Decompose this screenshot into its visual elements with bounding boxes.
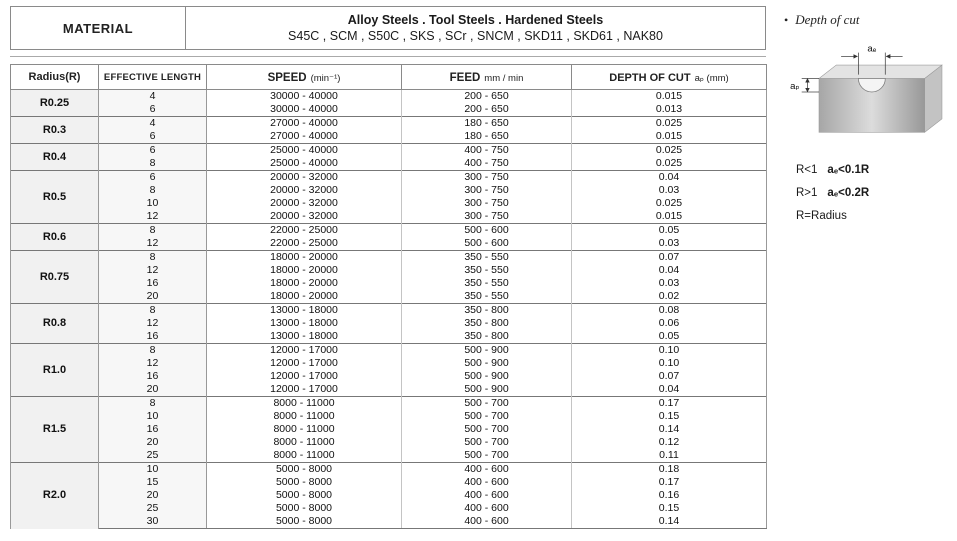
table-row: [11, 277, 767, 290]
material-steels-box: [186, 6, 766, 50]
length-cell: 10: [99, 410, 207, 423]
speed-label: SPEED: [267, 72, 307, 84]
speed-cell: 25000 - 40000: [207, 157, 402, 171]
depth-cell: 0.025: [572, 144, 767, 158]
note-cond: R>1: [796, 187, 818, 199]
feed-cell: 350 - 550: [402, 277, 572, 290]
length-cell: 20: [99, 489, 207, 502]
feed-cell: 500 - 900: [402, 344, 572, 358]
column-header-depth-of-cut: [572, 65, 767, 90]
speed-cell: 22000 - 25000: [207, 224, 402, 238]
speed-cell: 18000 - 20000: [207, 277, 402, 290]
depth-of-cut-diagram: [790, 42, 954, 145]
speed-cell: 12000 - 17000: [207, 383, 402, 397]
column-header-radius: Radius(R): [11, 65, 99, 90]
depth-cell: 0.12: [572, 436, 767, 449]
length-cell: 8: [99, 157, 207, 171]
length-cell: 20: [99, 436, 207, 449]
length-cell: 16: [99, 423, 207, 436]
length-cell: 4: [99, 90, 207, 104]
speed-cell: 27000 - 40000: [207, 130, 402, 144]
radius-cell: R0.8: [11, 304, 99, 344]
table-row: [11, 515, 767, 529]
feed-cell: 300 - 750: [402, 171, 572, 185]
length-cell: 16: [99, 370, 207, 383]
radius-cell: R0.5: [11, 171, 99, 224]
feed-cell: 350 - 550: [402, 251, 572, 265]
depth-cell: 0.025: [572, 157, 767, 171]
table-row: [11, 237, 767, 251]
depth-cell: 0.06: [572, 317, 767, 330]
ae-dimension-label: aₑ: [867, 43, 877, 55]
column-header-speed: [207, 65, 402, 90]
table-row: [11, 210, 767, 224]
feed-cell: 400 - 600: [402, 476, 572, 489]
feed-cell: 300 - 750: [402, 197, 572, 210]
table-row: [11, 463, 767, 477]
column-header-effective-length: EFFECTIVE LENGTH: [99, 65, 207, 90]
speed-cell: 13000 - 18000: [207, 317, 402, 330]
length-cell: 20: [99, 383, 207, 397]
length-cell: 20: [99, 290, 207, 304]
note-r-less-1: [796, 159, 954, 182]
table-row: [11, 383, 767, 397]
length-cell: 8: [99, 251, 207, 265]
feed-cell: 300 - 750: [402, 210, 572, 224]
feed-cell: 350 - 550: [402, 264, 572, 277]
depth-cell: 0.04: [572, 171, 767, 185]
note-r-greater-1: [796, 182, 954, 205]
length-cell: 12: [99, 237, 207, 251]
feed-cell: 350 - 800: [402, 304, 572, 318]
feed-cell: 500 - 600: [402, 237, 572, 251]
feed-unit: mm / min: [484, 73, 524, 84]
ap-dimension-label: aₚ: [790, 81, 800, 93]
table-row: [11, 423, 767, 436]
table-row: [11, 304, 767, 318]
feed-cell: 200 - 650: [402, 90, 572, 104]
cutting-conditions-table-area: [10, 6, 766, 529]
speed-cell: 25000 - 40000: [207, 144, 402, 158]
feed-cell: 350 - 800: [402, 317, 572, 330]
radius-cell: R0.4: [11, 144, 99, 171]
feed-cell: 400 - 600: [402, 515, 572, 529]
speed-cell: 5000 - 8000: [207, 502, 402, 515]
depth-cell: 0.03: [572, 237, 767, 251]
depth-cell: 0.04: [572, 264, 767, 277]
length-cell: 6: [99, 144, 207, 158]
speed-cell: 18000 - 20000: [207, 290, 402, 304]
feed-cell: 500 - 700: [402, 436, 572, 449]
length-cell: 8: [99, 397, 207, 411]
length-cell: 8: [99, 184, 207, 197]
length-cell: 15: [99, 476, 207, 489]
speed-cell: 20000 - 32000: [207, 171, 402, 185]
note-cond: R=Radius: [796, 210, 847, 222]
material-header: [10, 6, 766, 50]
radius-cell: R0.6: [11, 224, 99, 251]
table-row: [11, 370, 767, 383]
table-row: [11, 157, 767, 171]
table-row: [11, 502, 767, 515]
spec-table-head: [11, 65, 767, 90]
feed-cell: 500 - 600: [402, 224, 572, 238]
speed-cell: 13000 - 18000: [207, 304, 402, 318]
feed-cell: 400 - 600: [402, 489, 572, 502]
speed-unit: (min⁻¹): [310, 73, 341, 84]
depth-cell: 0.15: [572, 502, 767, 515]
speed-cell: 12000 - 17000: [207, 357, 402, 370]
table-row: [11, 130, 767, 144]
speed-cell: 12000 - 17000: [207, 344, 402, 358]
speed-cell: 8000 - 11000: [207, 423, 402, 436]
length-cell: 6: [99, 130, 207, 144]
speed-cell: 8000 - 11000: [207, 449, 402, 463]
speed-cell: 18000 - 20000: [207, 251, 402, 265]
table-row: [11, 410, 767, 423]
depth-cell: 0.03: [572, 277, 767, 290]
depth-cell: 0.14: [572, 423, 767, 436]
feed-label: FEED: [449, 72, 481, 84]
table-row: [11, 264, 767, 277]
depth-of-cut-title: • Depth of cut: [782, 12, 954, 28]
feed-cell: 500 - 700: [402, 410, 572, 423]
feed-cell: 400 - 750: [402, 157, 572, 171]
table-row: [11, 117, 767, 131]
speed-cell: 27000 - 40000: [207, 117, 402, 131]
depth-cell: 0.02: [572, 290, 767, 304]
speed-cell: 5000 - 8000: [207, 476, 402, 489]
speed-cell: 5000 - 8000: [207, 463, 402, 477]
speed-cell: 8000 - 11000: [207, 410, 402, 423]
steels-line2: S45C , SCM , S50C , SKS , SCr , SNCM , SKD11 , SKD61 , NAK80: [288, 29, 663, 43]
table-row: [11, 144, 767, 158]
depth-cell: 0.05: [572, 330, 767, 344]
column-header-feed: [402, 65, 572, 90]
workpiece-diagram-svg: [790, 42, 946, 140]
depth-cell: 0.04: [572, 383, 767, 397]
table-row: [11, 197, 767, 210]
spec-table: [10, 64, 767, 529]
feed-cell: 400 - 600: [402, 463, 572, 477]
length-cell: 25: [99, 502, 207, 515]
speed-cell: 20000 - 32000: [207, 210, 402, 224]
depth-cell: 0.013: [572, 103, 767, 117]
depth-of-cut-notes: [796, 159, 954, 228]
speed-cell: 13000 - 18000: [207, 330, 402, 344]
speed-cell: 20000 - 32000: [207, 197, 402, 210]
radius-cell: R1.5: [11, 397, 99, 463]
table-row: [11, 171, 767, 185]
depth-cell: 0.015: [572, 210, 767, 224]
table-row: [11, 184, 767, 197]
speed-cell: 5000 - 8000: [207, 489, 402, 502]
header-divider: [10, 56, 766, 57]
depth-cell: 0.07: [572, 251, 767, 265]
steels-line1: Alloy Steels . Tool Steels . Hardened Steels: [347, 13, 604, 27]
speed-cell: 8000 - 11000: [207, 436, 402, 449]
depth-of-cut-panel: [782, 12, 954, 228]
depth-cell: 0.10: [572, 344, 767, 358]
feed-cell: 200 - 650: [402, 103, 572, 117]
speed-cell: 5000 - 8000: [207, 515, 402, 529]
table-row: [11, 436, 767, 449]
table-row: [11, 290, 767, 304]
length-cell: 12: [99, 317, 207, 330]
table-row: [11, 317, 767, 330]
feed-cell: 500 - 900: [402, 383, 572, 397]
feed-cell: 500 - 900: [402, 370, 572, 383]
depth-cell: 0.14: [572, 515, 767, 529]
speed-cell: 30000 - 40000: [207, 103, 402, 117]
depth-cell: 0.16: [572, 489, 767, 502]
feed-cell: 300 - 750: [402, 184, 572, 197]
feed-cell: 350 - 800: [402, 330, 572, 344]
feed-cell: 400 - 750: [402, 144, 572, 158]
length-cell: 6: [99, 103, 207, 117]
radius-cell: R0.25: [11, 90, 99, 117]
radius-cell: R0.3: [11, 117, 99, 144]
radius-cell: R0.75: [11, 251, 99, 304]
note-expr: aₑ<0.2R: [827, 187, 870, 199]
note-r-radius: [796, 205, 954, 228]
speed-cell: 30000 - 40000: [207, 90, 402, 104]
speed-cell: 20000 - 32000: [207, 184, 402, 197]
depth-cell: 0.015: [572, 130, 767, 144]
feed-cell: 500 - 700: [402, 423, 572, 436]
depth-cell: 0.08: [572, 304, 767, 318]
length-cell: 8: [99, 224, 207, 238]
depth-cell: 0.015: [572, 90, 767, 104]
depth-cell: 0.10: [572, 357, 767, 370]
depth-cell: 0.17: [572, 397, 767, 411]
table-row: [11, 224, 767, 238]
length-cell: 6: [99, 171, 207, 185]
depth-cell: 0.07: [572, 370, 767, 383]
radius-cell: R2.0: [11, 463, 99, 529]
radius-cell: R1.0: [11, 344, 99, 397]
feed-cell: 500 - 900: [402, 357, 572, 370]
depth-cell: 0.11: [572, 449, 767, 463]
table-row: [11, 344, 767, 358]
material-label: MATERIAL: [10, 6, 186, 50]
feed-cell: 500 - 700: [402, 449, 572, 463]
table-row: [11, 251, 767, 265]
feed-cell: 400 - 600: [402, 502, 572, 515]
table-row: [11, 397, 767, 411]
speed-cell: 22000 - 25000: [207, 237, 402, 251]
depth-cell: 0.025: [572, 197, 767, 210]
length-cell: 16: [99, 330, 207, 344]
depth-cell: 0.18: [572, 463, 767, 477]
table-row: [11, 103, 767, 117]
depth-label: DEPTH OF CUT: [609, 72, 691, 84]
length-cell: 30: [99, 515, 207, 529]
depth-cell: 0.17: [572, 476, 767, 489]
table-row: [11, 90, 767, 104]
table-row: [11, 449, 767, 463]
length-cell: 10: [99, 463, 207, 477]
length-cell: 16: [99, 277, 207, 290]
table-row: [11, 489, 767, 502]
length-cell: 12: [99, 357, 207, 370]
note-expr: aₑ<0.1R: [827, 164, 870, 176]
table-row: [11, 330, 767, 344]
depth-cell: 0.03: [572, 184, 767, 197]
spec-table-body: [11, 90, 767, 529]
feed-cell: 180 - 650: [402, 130, 572, 144]
length-cell: 12: [99, 264, 207, 277]
depth-cell: 0.025: [572, 117, 767, 131]
length-cell: 4: [99, 117, 207, 131]
column-header-row: [11, 65, 767, 90]
speed-cell: 18000 - 20000: [207, 264, 402, 277]
length-cell: 25: [99, 449, 207, 463]
speed-cell: 8000 - 11000: [207, 397, 402, 411]
table-row: [11, 357, 767, 370]
depth-cell: 0.15: [572, 410, 767, 423]
length-cell: 8: [99, 304, 207, 318]
feed-cell: 350 - 550: [402, 290, 572, 304]
length-cell: 10: [99, 197, 207, 210]
speed-cell: 12000 - 17000: [207, 370, 402, 383]
length-cell: 12: [99, 210, 207, 224]
depth-cell: 0.05: [572, 224, 767, 238]
depth-unit: aₚ (mm): [694, 73, 729, 84]
length-cell: 8: [99, 344, 207, 358]
feed-cell: 180 - 650: [402, 117, 572, 131]
table-row: [11, 476, 767, 489]
note-cond: R<1: [796, 164, 818, 176]
feed-cell: 500 - 700: [402, 397, 572, 411]
